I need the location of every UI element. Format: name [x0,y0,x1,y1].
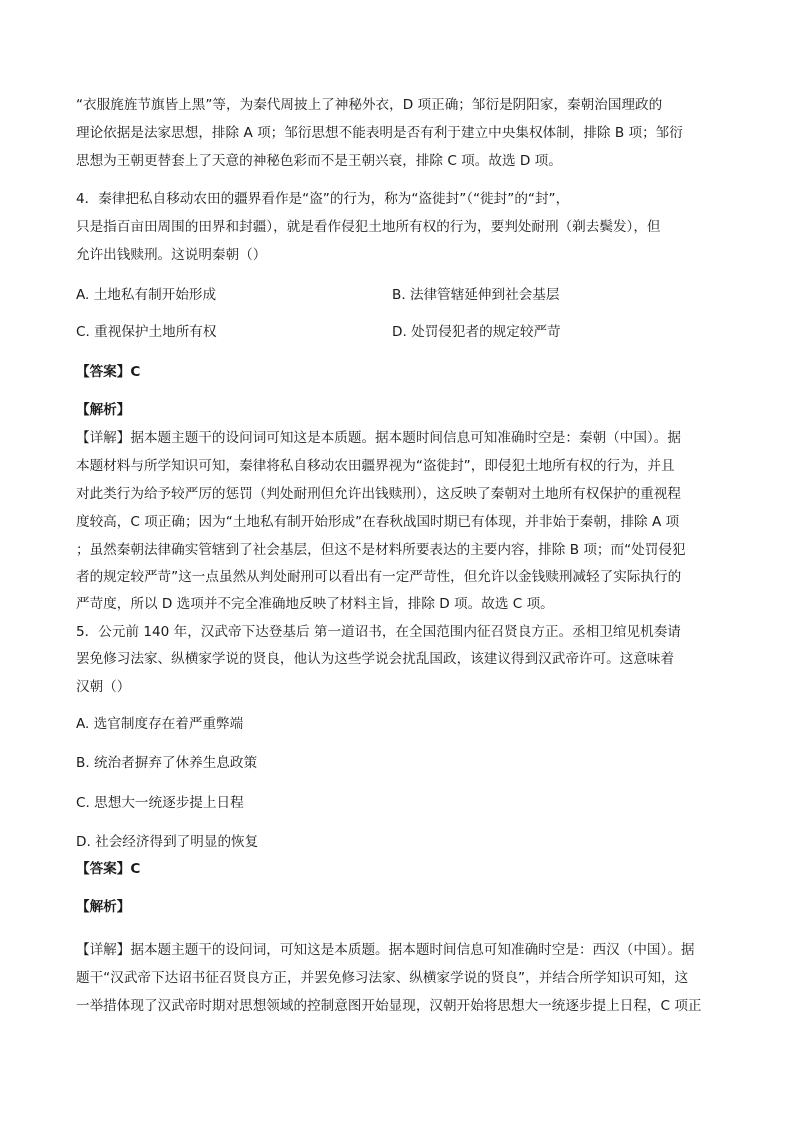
q4-analysis-line: 者的规定较严苛”这一点虽然从判处耐刑可以看出有一定严苛性，但允许以金钱赎刑减轻了实际执行的 [76,569,682,585]
q4-option-a: A. 土地私有制开始形成 [76,287,217,303]
q5-stem-line: 5．公元前 140 年，汉武帝下达登基后 第一道诏书，在全国范围内征召贤良方正。丞相卫绾见机奏请 [76,624,681,640]
q5-analysis-line: 【详解】据本题主题干的设问词，可知这是本质题。据本题时间信息可知准确时空是：西汉（中国）。据 [76,942,695,958]
q4-analysis-line: 对此类行为给予较严厉的惩罚（判处耐刑但允许出钱赎刑），这反映了秦朝对土地所有权保护的重视程 [76,486,681,502]
q4-analysis-line: 度较高，C 项正确；因为“土地私有制开始形成”在春秋战国时期已有体现，并非始于秦朝，排除 A 项 [76,514,680,530]
q5-stem-line: 罢免修习法家、纵横家学说的贤良，他认为这些学说会扰乱国政，该建议得到汉武帝许可。这意味着 [76,651,675,667]
q5-option-d: D. 社会经济得到了明显的恢复 [76,834,259,850]
q4-analysis-line: ；虽然秦朝法律确实管辖到了社会基层，但这不是材料所要表达的主要内容，排除 B 项；而“处罚侵犯 [76,542,686,558]
q4-option-c: C. 重视保护土地所有权 [76,324,217,340]
intro-line: 思想为王朝更替套上了天意的神秘色彩而不是王朝兴衰，排除 C 项。故选 D 项。 [76,153,562,169]
q4-stem-line: 4．秦律把私自移动农田的疆界看作是“盗”的行为，称为“盗徙封”（“徙封”的“封”， [76,191,570,207]
q4-stem-line: 允许出钱赎刑。这说明秦朝（） [76,247,267,263]
q4-analysis-title: 【解析】 [76,402,131,418]
q5-analysis-title: 【解析】 [76,899,131,915]
q4-analysis-line: 【详解】据本题主题干的设问词可知这是本质题。据本题时间信息可知准确时空是：秦朝（中国）。据 [76,430,681,446]
q4-answer: 【答案】C [76,364,141,380]
q4-analysis-line: 严苛度，所以 D 选项并不完全准确地反映了材料主旨，排除 D 项。故选 C 项。 [76,596,554,612]
q4-stem-line: 只是指百亩田周围的田界和封疆），就是看作侵犯土地所有权的行为，要判处耐刑（剃去鬓发），但 [76,219,661,235]
q5-stem-line: 汉朝（） [76,679,131,695]
intro-line: 理论依据是法家思想，排除 A 项；邹衍思想不能表明是否有利于建立中央集权体制，排除 B 项；邹衍 [76,125,683,141]
q5-analysis-line: 一举措体现了汉武帝时期对思想领域的控制意图开始显现，汉朝开始将思想大一统逐步提上日程，C 项正 [76,998,702,1014]
q4-option-d: D. 处罚侵犯者的规定较严苛 [392,324,561,340]
intro-line: “衣服旄旌节旗皆上黑”等，为秦代周披上了神秘外衣，D 项正确；邹衍是阴阳家，秦朝治国理政的 [76,97,663,113]
q5-option-b: B. 统治者摒弃了休养生息政策 [76,755,258,771]
q5-option-c: C. 思想大一统逐步提上日程 [76,795,244,811]
q5-analysis-line: 题干“汉武帝下达诏书征召贤良方正，并罢免修习法家、纵横家学说的贤良”，并结合所学知识可知，这 [76,970,689,986]
q5-option-a: A. 选官制度存在着严重弊端 [76,716,244,732]
q5-answer: 【答案】C [76,861,141,877]
q4-option-b: B. 法律管辖延伸到社会基层 [392,287,560,303]
q4-analysis-line: 本题材料与所学知识可知，秦律将私自移动农田疆界视为“盗徙封”，即侵犯土地所有权的行为，并且 [76,458,675,474]
